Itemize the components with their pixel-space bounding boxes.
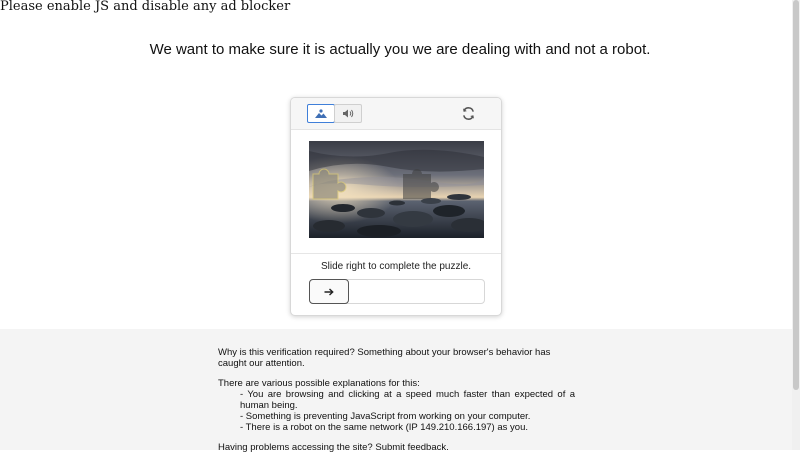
problems-line	[218, 442, 575, 453]
list-item: - You are browsing and clicking at a speed much faster than expected of a human being.	[240, 389, 575, 411]
verification-info	[218, 347, 575, 453]
captcha-divider	[291, 253, 501, 254]
captcha-instruction: Slide right to complete the puzzle.	[320, 261, 472, 272]
image-mode-icon	[314, 108, 328, 119]
captcha-widget	[290, 97, 502, 316]
arrow-right-icon	[324, 288, 334, 296]
explanations-intro: There are various possible explanations for this:	[218, 378, 420, 389]
js-warning: Please enable JS and disable any ad blocker	[0, 0, 291, 14]
page-headline: We want to make sure it is actually you we are dealing with and not a robot.	[149, 41, 651, 58]
captcha-toolbar	[291, 98, 501, 130]
info-panel	[0, 329, 800, 453]
slider-handle[interactable]	[309, 279, 349, 304]
list-item: - There is a robot on the same network (IP 149.210.166.197) as you.	[240, 422, 528, 433]
image-mode-button[interactable]	[307, 104, 335, 123]
explanations-list	[218, 389, 575, 433]
problems-text: Having problems accessing the site?	[218, 442, 373, 453]
scrollbar-thumb[interactable]	[793, 0, 799, 390]
puzzle-image	[309, 141, 484, 238]
list-item: - Something is preventing JavaScript from working on your computer.	[240, 411, 531, 422]
why-text: Why is this verification required? Something about your browser's behavior has caught our attention.	[218, 347, 551, 369]
refresh-icon[interactable]	[461, 106, 476, 121]
page-scrollbar[interactable]	[792, 0, 800, 450]
audio-mode-icon	[341, 108, 355, 119]
audio-mode-button[interactable]	[334, 104, 362, 123]
submit-feedback-link[interactable]: Submit feedback.	[375, 442, 449, 453]
